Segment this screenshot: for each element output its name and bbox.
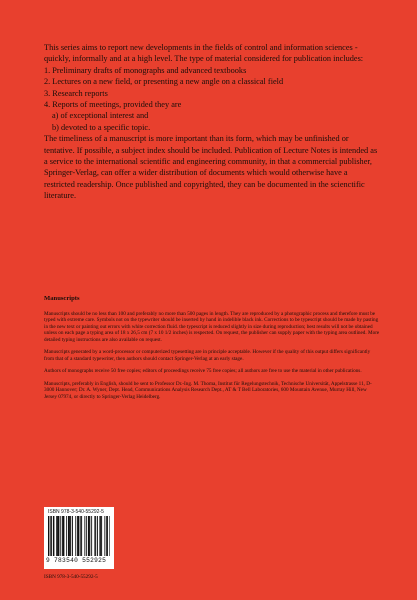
- isbn-line: ISBN 978-3-540-55292-5: [44, 574, 98, 580]
- barcode-isbn: ISBN 978-3-540-55292-5: [48, 509, 104, 515]
- manuscripts-paragraph: Manuscripts generated by a word-processor or computerized typesetting are in principle acceptable. However if the quality of this output differs significantly from that of a standard typewriter, then authors should contact Springer-Verlag at an early stage.: [44, 349, 371, 362]
- manuscripts-paragraph: Manuscripts, preferably in English, should be sent to Professor Dr.-Ing. M. Thoma, Institut für Regelungstechnik, Technische Universität, Appelstrasse 11, D-3000 Hannover; Dr. A. Wyner, Dept. Head, Communications Analysis Research Dept., AT & T Bell Laboratories, 600 Mountain Avenue, Murray Hill, New Jersey 07974, or directly to Springer-Verlag Heidelberg.: [44, 380, 372, 400]
- material-item: 2. Lectures on a new field, or presenting a new angle on a classical field: [44, 77, 284, 87]
- material-item: 4. Reports of meetings, provided they are: [44, 100, 182, 110]
- material-item: 1. Preliminary drafts of monographs and advanced textbooks: [44, 65, 247, 75]
- manuscripts-paragraph: Authors of monographs receive 50 free copies; editors of proceedings receive 75 free copies; all authors are free to use the material in other publications.: [44, 368, 362, 374]
- series-description: [44, 42, 380, 202]
- material-list: [44, 65, 380, 133]
- closing-paragraph: The timeliness of a manuscript is more important than its form, which may be unfinished or tentative. If possible, a subject index should be included. Publication of Lecture Notes is intended as a service to the international scientific and engineering community, in that a commercial publisher, Springer-Verlag, can offer a wider distribution of documents which would otherwise have a restricted readership. Once published and copyrighted, they can be documented in the scienctific literature.: [44, 134, 378, 201]
- barcode-bars: [48, 516, 110, 556]
- material-item: 3. Research reports: [44, 88, 108, 98]
- barcode: [44, 507, 114, 569]
- manuscripts-section: [44, 296, 380, 406]
- material-subitem: a) of exceptional interest and: [52, 111, 149, 121]
- intro-paragraph: This series aims to report new developments in the fields of control and information sciences - quickly, informally and at a high level. The type of material considered for publication includes:: [44, 43, 364, 64]
- barcode-digits: 9 783540 552925: [46, 557, 107, 564]
- manuscripts-paragraph: Manuscripts should be no less than 100 and preferably no more than 500 pages in length. They are reproduced by a photographic process and therefore must be typed with extreme care. Symbols not on the typewriter should be inserted by hand in indelible black ink. Corrections to be typescript should be made by pasting in the new text or painting out errors with white correction fluid. the typescript is reduced slightly in size during reproduction; best results will not be obtained unless on each page a typing area of 18 x 26,5 cm (7 x 10 1/2 inches) is respected. On request, the publisher can supply paper with the typing area outlined. More detailed typing instructions are also available on request.: [44, 310, 380, 343]
- manuscripts-heading: Manuscripts: [44, 295, 80, 302]
- material-subitem: b) devoted to a specific topic.: [52, 122, 151, 132]
